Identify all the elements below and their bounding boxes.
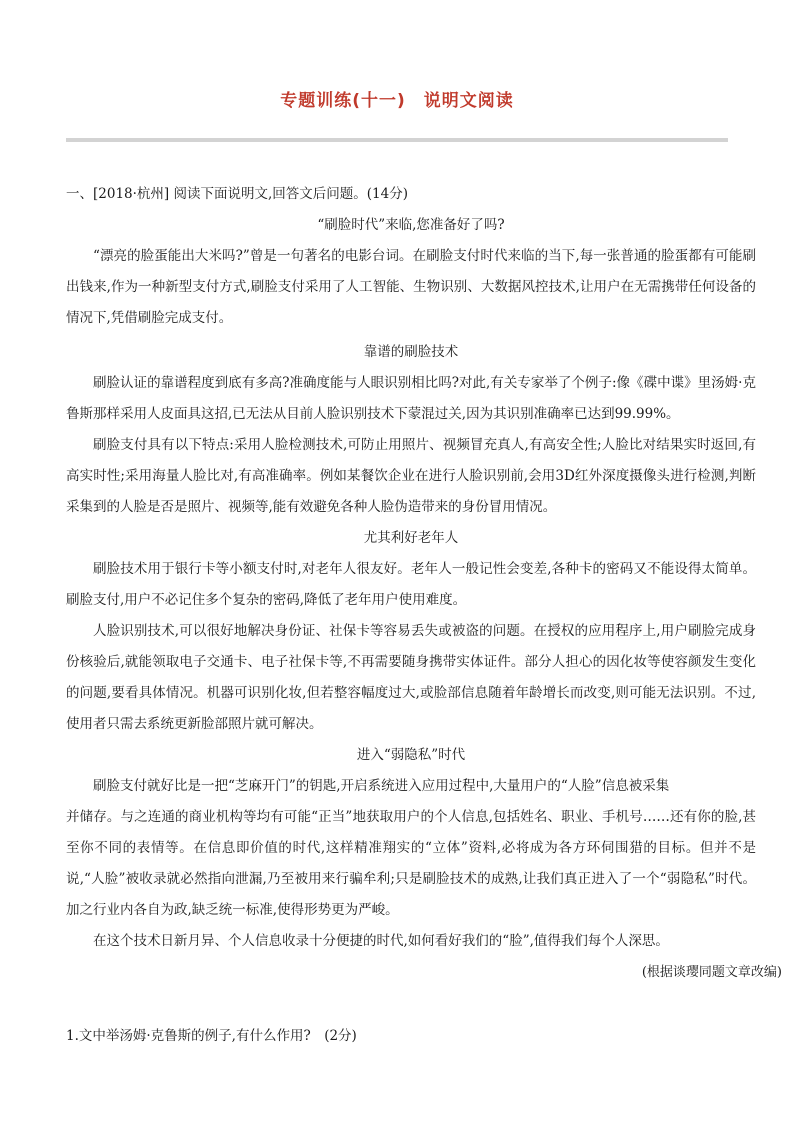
section1-paragraph-2: 刷脸支付具有以下特点:采用人脸检测技术,可防止用照片、视频冒充真人,有高安全性;人脸比对结果实时返回,有高实时性;采用海量人脸比对,有高准确率。例如某餐饮企业在进行人脸识别前,会用3D红外深度摄像头进行检测,判断采集到的人脸是否是照片、视频等,能有效避免各种人脸伪造带来的身份冒用情况。 <box>66 437 756 515</box>
section-heading-reliable: 靠谱的刷脸技术 <box>363 344 459 360</box>
section2-paragraph-1: 刷脸技术用于银行卡等小额支付时,对老年人很友好。老年人一般记性会变差,各种卡的密码又不能设得太简单。刷脸支付,用户不必记住多个复杂的密码,降低了老年用户使用难度。 <box>66 561 756 608</box>
section1-body <box>66 368 756 523</box>
section3-body <box>66 771 756 957</box>
intro-text: “漂亮的脸蛋能出大米吗?”曾是一句著名的电影台词。在刷脸支付时代来临的当下,每一张普通的脸蛋都有可能刷出钱来,作为一种新型支付方式,刷脸支付采用了人工智能、生物识别、大数据风控技术,让用户在无需携带任何设备的情况下,凭借刷脸完成支付。 <box>66 248 756 326</box>
section3-paragraph-1-line1: 刷脸支付就好比是一把“芝麻开门”的钥匙,开启系统进入应用过程中,大量用户的“人脸”信息被采集 <box>93 778 670 794</box>
section-heading-privacy: 进入“弱隐私”时代 <box>356 747 466 763</box>
question-header-text: 一、[2018·杭州] 阅读下面说明文,回答文后问题。(14分) <box>66 186 408 202</box>
section3-paragraph-2: 在这个技术日新月异、个人信息收录十分便捷的时代,如何看好我们的“脸”,值得我们每个人深思。 <box>93 933 669 949</box>
section2-body <box>66 554 756 740</box>
intro-paragraph <box>66 241 756 334</box>
question-1 <box>66 1021 756 1052</box>
article-title: “刷脸时代”来临,您准备好了吗? <box>317 217 505 233</box>
section-heading-elderly: 尤其利好老年人 <box>363 530 459 546</box>
section2-paragraph-2: 人脸识别技术,可以很好地解决身份证、社保卡等容易丢失或被盗的问题。在授权的应用程序上,用户刷脸完成身份核验后,就能领取电子交通卡、电子社保卡等,不再需要随身携带实体证件。部分人担心的因化妆等使容颜发生变化的问题,要看具体情况。机器可识别化妆,但若整容幅度过大,或脸部信息随着年龄增长而改变,则可能无法识别。不过,使用者只需去系统更新脸部照片就可解决。 <box>66 623 756 732</box>
title-divider <box>66 138 728 142</box>
source-note: (根据谈璎同题文章改编) <box>641 965 782 980</box>
page-title: 专题训练(十一) 说明文阅读 <box>280 91 514 111</box>
question-header <box>66 179 756 210</box>
section1-paragraph-1: 刷脸认证的靠谱程度到底有多高?准确度能与人眼识别相比吗?对此,有关专家举了个例子:像《碟中谍》里汤姆·克鲁斯那样采用人皮面具这招,已无法从目前人脸识别技术下蒙混过关,因为其识别准确率已达到99.99%。 <box>66 375 756 422</box>
section3-paragraph-1-rest: 并储存。与之连通的商业机构等均有可能“正当”地获取用户的个人信息,包括姓名、职业、手机号……还有你的脸,甚至你不同的表情等。在信息即价值的时代,这样精准翔实的“立体”资料,必将成为各方环伺围猎的目标。但并不是说,“人脸”被收录就必然指向泄漏,乃至被用来行骗牟利;只是刷脸技术的成熟,让我们真正进入了一个“弱隐私”时代。加之行业内各自为政,缺乏统一标准,使得形势更为严峻。 <box>66 809 756 918</box>
question-1-text: 1.文中举汤姆·克鲁斯的例子,有什么作用? (2分) <box>66 1028 357 1044</box>
